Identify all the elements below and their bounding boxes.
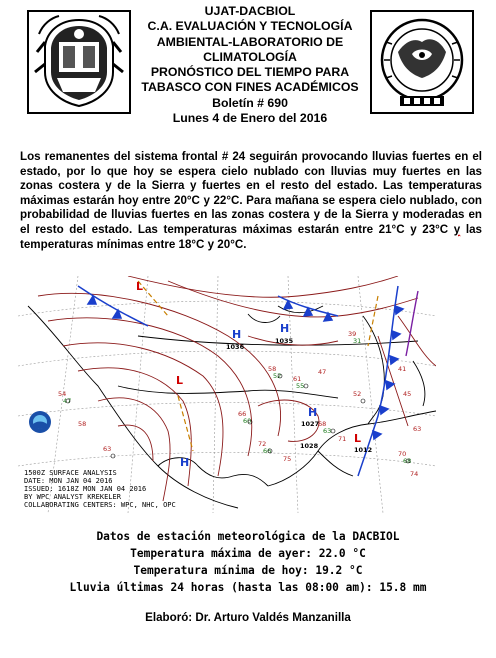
forecast-text-flagged: y xyxy=(453,222,461,236)
svg-text:58: 58 xyxy=(78,420,87,428)
forecast-text: las temperaturas mínimas entre 18°C y 20°C. xyxy=(20,222,482,251)
svg-text:58: 58 xyxy=(268,365,277,373)
map-symbol-high: H xyxy=(232,328,242,341)
svg-text:63: 63 xyxy=(103,445,112,453)
map-symbol-high: H xyxy=(280,322,290,335)
pressure-label: 1012 xyxy=(354,446,373,454)
header-line: TABASCO CON FINES ACADÉMICOS xyxy=(141,80,359,95)
pressure-label: 1036 xyxy=(226,343,245,351)
svg-text:55: 55 xyxy=(296,382,305,390)
forecast-paragraph xyxy=(20,150,482,252)
svg-text:45: 45 xyxy=(403,390,412,398)
svg-text:70: 70 xyxy=(398,450,407,458)
svg-text:72: 72 xyxy=(258,440,267,448)
bulletin-header xyxy=(136,4,364,126)
svg-text:61: 61 xyxy=(293,375,302,383)
min-temp-line: Temperatura mínima de hoy: 19.2 °C xyxy=(133,564,363,577)
svg-text:31: 31 xyxy=(353,337,362,345)
map-caption-line: DATE: MON JAN 04 2016 xyxy=(24,477,113,485)
map-caption-line: 1500Z SURFACE ANALYSIS xyxy=(24,469,117,477)
svg-text:71: 71 xyxy=(338,435,347,443)
svg-text:47: 47 xyxy=(318,368,327,376)
author-credit: Elaboró: Dr. Arturo Valdés Manzanilla xyxy=(145,611,351,624)
max-temp-line: Temperatura máxima de ayer: 22.0 °C xyxy=(130,547,366,560)
station-data xyxy=(0,528,496,596)
header-line: C.A. EVALUACIÓN Y TECNOLOGÍA xyxy=(147,19,353,34)
svg-text:68: 68 xyxy=(318,420,327,428)
svg-text:63: 63 xyxy=(413,425,422,433)
map-symbol-high: H xyxy=(308,406,318,419)
header-line: UJAT-DACBIOL xyxy=(204,4,296,18)
forecast-text: Los remanentes del sistema frontal # 24 seguirán provocando lluvias fuertes en el estado, por lo que hoy se espera cielo nublado con lluvias muy fuertes en las zonas costera y de la Sierra y fuertes en el resto del estado. Las temperaturas máximas estarán hoy entre 20°C y 22°C. Para mañana se espera cielo nublado, con probabilidad de lluvias fuertes en las zonas costera y de la Sierra y moderadas en el resto del estado. Las temperaturas máximas estarán entre 21°C y 23°C xyxy=(20,150,482,236)
svg-text:74: 74 xyxy=(410,470,419,478)
pressure-label: 1027 xyxy=(301,420,320,428)
map-symbol-low: L xyxy=(354,432,362,445)
svg-text:75: 75 xyxy=(283,455,292,463)
svg-text:52: 52 xyxy=(273,372,282,380)
map-caption-line: COLLABORATING CENTERS: WPC, NHC, OPC xyxy=(24,501,176,509)
map-symbol-low: L xyxy=(136,280,144,293)
ujat-crest-logo xyxy=(27,10,131,114)
svg-text:66: 66 xyxy=(238,410,247,418)
bulletin-date: Lunes 4 de Enero del 2016 xyxy=(172,111,328,126)
svg-text:39: 39 xyxy=(348,330,357,338)
svg-text:68: 68 xyxy=(403,457,412,465)
pressure-label: 1028 xyxy=(300,442,319,450)
header-line: PRONÓSTICO DEL TIEMPO PARA xyxy=(150,65,350,80)
dacbiol-seal-logo xyxy=(370,10,474,114)
svg-text:52: 52 xyxy=(353,390,362,398)
header-line: AMBIENTAL-LABORATORIO DE xyxy=(156,34,344,49)
map-caption-line: BY WPC ANALYST KREKELER xyxy=(24,493,121,501)
svg-text:66: 66 xyxy=(263,447,272,455)
map-caption-line: ISSUED: 1618Z MON JAN 04 2016 xyxy=(24,485,147,493)
header-line: CLIMATOLOGÍA xyxy=(203,49,297,64)
svg-text:63: 63 xyxy=(323,427,332,435)
pressure-label: 1035 xyxy=(275,337,294,345)
map-symbol-low: L xyxy=(176,374,184,387)
svg-text:54: 54 xyxy=(58,390,67,398)
svg-text:41: 41 xyxy=(398,365,407,373)
noaa-logo xyxy=(29,411,51,433)
svg-text:47: 47 xyxy=(63,397,72,405)
map-symbol-high: H xyxy=(180,456,190,469)
bulletin-number: Boletín # 690 xyxy=(212,95,288,110)
svg-text:60: 60 xyxy=(243,417,252,425)
surface-analysis-map xyxy=(18,276,436,513)
rainfall-line: Lluvia últimas 24 horas (hasta las 08:00 am): 15.8 mm xyxy=(69,581,427,594)
station-title: Datos de estación meteorológica de la DACBIOL xyxy=(96,530,400,543)
